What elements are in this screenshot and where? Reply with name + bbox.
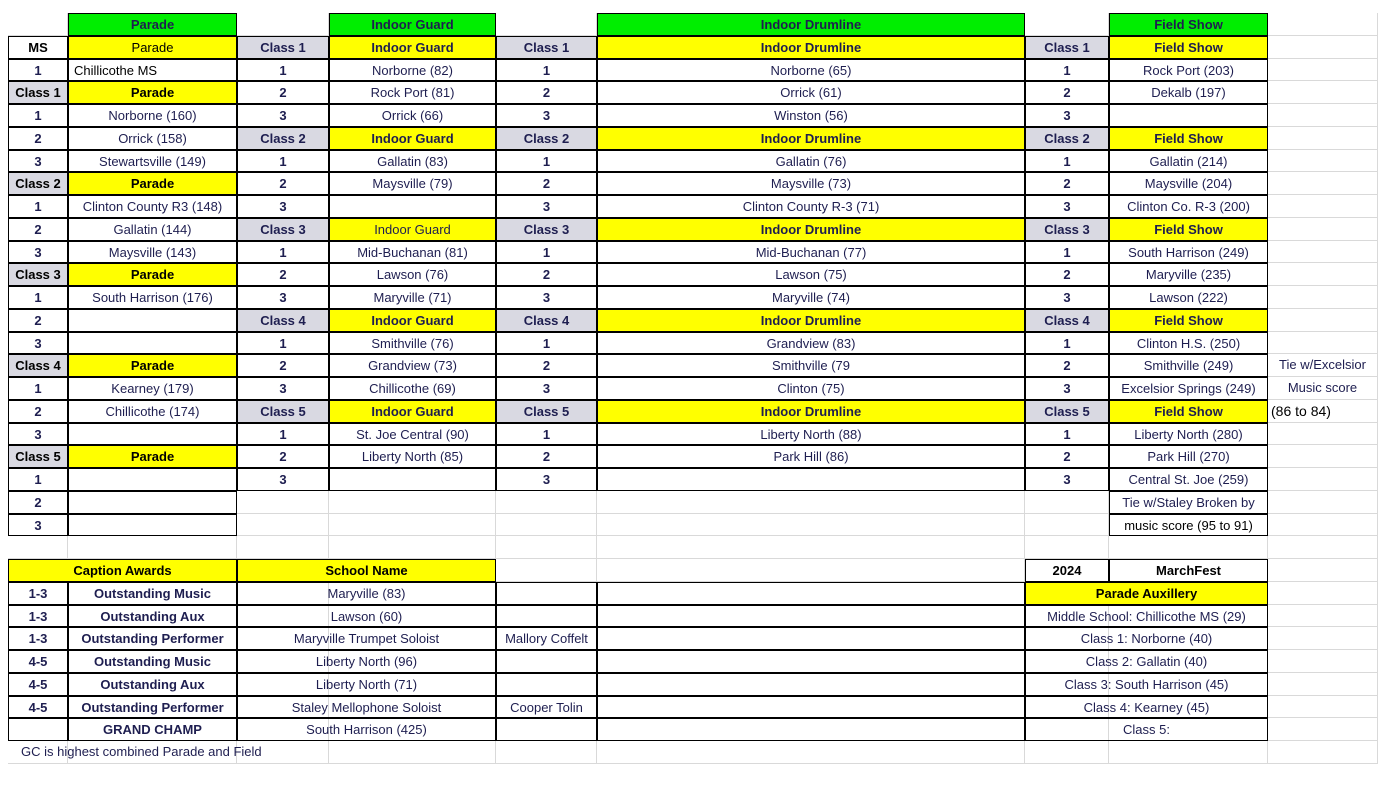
parade-place-number[interactable]: 2: [8, 400, 68, 423]
indoor-guard-place-school[interactable]: [329, 468, 496, 491]
empty-cell[interactable]: [1268, 650, 1378, 673]
indoor-guard-place-number[interactable]: 3: [237, 195, 329, 218]
indoor-drumline-class-label[interactable]: Class 4: [496, 309, 597, 332]
indoor-drumline-place-school[interactable]: Maysville (73): [597, 172, 1025, 195]
caption-school[interactable]: Maryville Trumpet Soloist: [237, 627, 496, 650]
field-show-place-school[interactable]: Maryville (235): [1109, 263, 1268, 286]
field-show-place-number[interactable]: 1: [1025, 423, 1109, 446]
parade-place-school[interactable]: [68, 491, 237, 514]
parade-section-title[interactable]: Parade: [68, 172, 237, 195]
parade-place-school[interactable]: Clinton County R3 (148): [68, 195, 237, 218]
indoor-drumline-place-number[interactable]: 1: [496, 59, 597, 82]
empty-cell[interactable]: [496, 559, 597, 582]
caption-person[interactable]: [496, 718, 597, 741]
empty-cell[interactable]: [1268, 718, 1378, 741]
indoor-drumline-place-number[interactable]: 1: [496, 423, 597, 446]
parade-section-title[interactable]: Parade: [68, 263, 237, 286]
indoor-guard-class-label[interactable]: Class 3: [237, 218, 329, 241]
empty-cell[interactable]: [1025, 741, 1109, 764]
indoor-guard-place-number[interactable]: 3: [237, 468, 329, 491]
parade-place-number[interactable]: 3: [8, 423, 68, 446]
parade-place-school[interactable]: Kearney (179): [68, 377, 237, 400]
indoor-drumline-place-number[interactable]: 3: [496, 468, 597, 491]
field-show-place-number[interactable]: 1: [1025, 241, 1109, 264]
empty-cell[interactable]: [1268, 309, 1378, 332]
indoor-guard-place-school[interactable]: Lawson (76): [329, 263, 496, 286]
empty-cell[interactable]: [68, 536, 237, 559]
field-show-place-number[interactable]: 3: [1025, 377, 1109, 400]
indoor-guard-place-number[interactable]: 2: [237, 354, 329, 377]
empty-cell[interactable]: [597, 627, 1025, 650]
field-show-place-school[interactable]: Clinton Co. R-3 (200): [1109, 195, 1268, 218]
empty-cell[interactable]: [1025, 13, 1109, 36]
indoor-drumline-place-school[interactable]: Winston (56): [597, 104, 1025, 127]
indoor-guard-place-school[interactable]: Gallatin (83): [329, 150, 496, 173]
indoor-drumline-place-number[interactable]: 1: [496, 150, 597, 173]
parade-class-label[interactable]: Class 5: [8, 445, 68, 468]
parade-place-school[interactable]: South Harrison (176): [68, 286, 237, 309]
field-show-section-title[interactable]: Field Show: [1109, 127, 1268, 150]
empty-cell[interactable]: [329, 741, 496, 764]
indoor-guard-section-title[interactable]: Indoor Guard: [329, 127, 496, 150]
field-show-place-school[interactable]: Liberty North (280): [1109, 423, 1268, 446]
parade-place-school[interactable]: [68, 332, 237, 355]
parade-section-title[interactable]: Parade: [68, 354, 237, 377]
parade-place-school[interactable]: [68, 309, 237, 332]
empty-cell[interactable]: [597, 605, 1025, 628]
indoor-drumline-place-school[interactable]: Park Hill (86): [597, 445, 1025, 468]
indoor-drumline-place-number[interactable]: 2: [496, 445, 597, 468]
indoor-guard-place-number[interactable]: 1: [237, 332, 329, 355]
field-show-class-label[interactable]: Class 1: [1025, 36, 1109, 59]
empty-cell[interactable]: [496, 536, 597, 559]
field-show-place-number[interactable]: 1: [1025, 332, 1109, 355]
parade-place-number[interactable]: 1: [8, 286, 68, 309]
empty-cell[interactable]: [1268, 150, 1378, 173]
indoor-drumline-place-school[interactable]: Smithville (79: [597, 354, 1025, 377]
empty-cell[interactable]: [1268, 627, 1378, 650]
empty-cell[interactable]: [597, 696, 1025, 719]
empty-cell[interactable]: [1268, 36, 1378, 59]
field-show-place-number[interactable]: 2: [1025, 263, 1109, 286]
indoor-drumline-place-number[interactable]: 2: [496, 354, 597, 377]
parade-aux-row[interactable]: Middle School: Chillicothe MS (29): [1025, 605, 1268, 628]
caption-school[interactable]: Staley Mellophone Soloist: [237, 696, 496, 719]
empty-cell[interactable]: [1268, 59, 1378, 82]
caption-school[interactable]: Liberty North (71): [237, 673, 496, 696]
field-show-place-school[interactable]: Maysville (204): [1109, 172, 1268, 195]
empty-cell[interactable]: [1109, 741, 1268, 764]
parade-place-number[interactable]: 3: [8, 241, 68, 264]
parade-place-school[interactable]: Maysville (143): [68, 241, 237, 264]
caption-person[interactable]: [496, 673, 597, 696]
field-show-place-school[interactable]: Central St. Joe (259): [1109, 468, 1268, 491]
indoor-drumline-class-label[interactable]: Class 2: [496, 127, 597, 150]
empty-cell[interactable]: [597, 536, 1025, 559]
caption-award-name[interactable]: Outstanding Performer: [68, 696, 237, 719]
parade-place-number[interactable]: 2: [8, 127, 68, 150]
indoor-guard-section-title[interactable]: Indoor Guard: [329, 218, 496, 241]
caption-person[interactable]: [496, 650, 597, 673]
indoor-drumline-place-number[interactable]: 2: [496, 172, 597, 195]
field-show-place-school[interactable]: Clinton H.S. (250): [1109, 332, 1268, 355]
field-show-place-school[interactable]: [1109, 104, 1268, 127]
field-show-section-title[interactable]: Field Show: [1109, 400, 1268, 423]
indoor-drumline-section-title[interactable]: Indoor Drumline: [597, 218, 1025, 241]
caption-class-range[interactable]: 1-3: [8, 627, 68, 650]
empty-cell[interactable]: [1268, 172, 1378, 195]
indoor-drumline-place-school[interactable]: Orrick (61): [597, 81, 1025, 104]
field-show-place-number[interactable]: 1: [1025, 59, 1109, 82]
tie-side-note[interactable]: Tie w/Excelsior: [1268, 354, 1378, 377]
empty-cell[interactable]: [496, 13, 597, 36]
header-indoor-guard[interactable]: Indoor Guard: [329, 13, 496, 36]
empty-cell[interactable]: [1268, 13, 1378, 36]
caption-school[interactable]: Maryville (83): [237, 582, 496, 605]
field-show-place-school[interactable]: South Harrison (249): [1109, 241, 1268, 264]
field-show-tie-note[interactable]: music score (95 to 91): [1109, 514, 1268, 537]
caption-class-range[interactable]: 4-5: [8, 650, 68, 673]
parade-place-school[interactable]: [68, 514, 237, 537]
parade-place-school[interactable]: Norborne (160): [68, 104, 237, 127]
indoor-guard-section-title[interactable]: Indoor Guard: [329, 36, 496, 59]
parade-place-number[interactable]: 3: [8, 150, 68, 173]
field-show-class-label[interactable]: Class 4: [1025, 309, 1109, 332]
empty-cell[interactable]: [496, 741, 597, 764]
indoor-guard-place-school[interactable]: Maryville (71): [329, 286, 496, 309]
indoor-guard-place-number[interactable]: 3: [237, 286, 329, 309]
empty-cell[interactable]: [1109, 536, 1268, 559]
field-show-place-school[interactable]: Gallatin (214): [1109, 150, 1268, 173]
indoor-guard-place-school[interactable]: Mid-Buchanan (81): [329, 241, 496, 264]
indoor-guard-place-number[interactable]: 2: [237, 172, 329, 195]
field-show-place-number[interactable]: 3: [1025, 286, 1109, 309]
indoor-drumline-place-number[interactable]: 1: [496, 241, 597, 264]
indoor-drumline-place-school[interactable]: Liberty North (88): [597, 423, 1025, 446]
indoor-guard-place-school[interactable]: Rock Port (81): [329, 81, 496, 104]
field-show-place-school[interactable]: Excelsior Springs (249): [1109, 377, 1268, 400]
field-show-section-title[interactable]: Field Show: [1109, 36, 1268, 59]
caption-class-range[interactable]: 1-3: [8, 582, 68, 605]
caption-school[interactable]: Lawson (60): [237, 605, 496, 628]
empty-cell[interactable]: [1268, 423, 1378, 446]
indoor-guard-class-label[interactable]: Class 1: [237, 36, 329, 59]
parade-aux-row[interactable]: Class 1: Norborne (40): [1025, 627, 1268, 650]
indoor-drumline-section-title[interactable]: Indoor Drumline: [597, 309, 1025, 332]
indoor-drumline-place-school[interactable]: Clinton County R-3 (71): [597, 195, 1025, 218]
parade-place-number[interactable]: 2: [8, 309, 68, 332]
caption-class-range[interactable]: 1-3: [8, 605, 68, 628]
indoor-guard-class-label[interactable]: Class 5: [237, 400, 329, 423]
empty-cell[interactable]: [1268, 741, 1378, 764]
caption-school[interactable]: Liberty North (96): [237, 650, 496, 673]
empty-cell[interactable]: [1268, 195, 1378, 218]
empty-cell[interactable]: [1268, 332, 1378, 355]
caption-class-range[interactable]: [8, 718, 68, 741]
caption-award-name[interactable]: GRAND CHAMP: [68, 718, 237, 741]
empty-cell[interactable]: [1268, 286, 1378, 309]
empty-cell[interactable]: [1268, 445, 1378, 468]
header-indoor-drumline[interactable]: Indoor Drumline: [597, 13, 1025, 36]
indoor-drumline-place-number[interactable]: 3: [496, 195, 597, 218]
parade-place-number[interactable]: 1: [8, 377, 68, 400]
empty-cell[interactable]: [237, 536, 329, 559]
parade-place-school[interactable]: Chillicothe (174): [68, 400, 237, 423]
parade-place-number[interactable]: 1: [8, 59, 68, 82]
empty-cell[interactable]: [1268, 536, 1378, 559]
caption-class-range[interactable]: 4-5: [8, 673, 68, 696]
empty-cell[interactable]: [597, 673, 1025, 696]
indoor-guard-place-number[interactable]: 3: [237, 104, 329, 127]
empty-cell[interactable]: [1268, 218, 1378, 241]
school-name-header[interactable]: School Name: [237, 559, 496, 582]
empty-cell[interactable]: [1025, 514, 1109, 537]
indoor-drumline-class-label[interactable]: Class 1: [496, 36, 597, 59]
field-show-place-school[interactable]: Park Hill (270): [1109, 445, 1268, 468]
indoor-drumline-place-school[interactable]: Lawson (75): [597, 263, 1025, 286]
caption-person[interactable]: [496, 605, 597, 628]
indoor-drumline-place-number[interactable]: 2: [496, 263, 597, 286]
indoor-guard-place-number[interactable]: 1: [237, 423, 329, 446]
field-show-place-number[interactable]: 2: [1025, 354, 1109, 377]
grand-champ-footnote[interactable]: GC is highest combined Parade and Field: [8, 741, 329, 764]
empty-cell[interactable]: [597, 491, 1025, 514]
empty-cell[interactable]: [329, 536, 496, 559]
indoor-guard-place-school[interactable]: Liberty North (85): [329, 445, 496, 468]
indoor-guard-section-title[interactable]: Indoor Guard: [329, 309, 496, 332]
empty-cell[interactable]: [1025, 536, 1109, 559]
parade-place-number[interactable]: 3: [8, 332, 68, 355]
indoor-drumline-place-school[interactable]: [597, 468, 1025, 491]
caption-award-name[interactable]: Outstanding Aux: [68, 605, 237, 628]
empty-cell[interactable]: [496, 491, 597, 514]
field-show-class-label[interactable]: Class 5: [1025, 400, 1109, 423]
header-parade[interactable]: Parade: [68, 13, 237, 36]
field-show-place-number[interactable]: 2: [1025, 81, 1109, 104]
parade-place-number[interactable]: 3: [8, 514, 68, 537]
empty-cell[interactable]: [1268, 582, 1378, 605]
header-field-show[interactable]: Field Show: [1109, 13, 1268, 36]
parade-section-title[interactable]: Parade: [68, 445, 237, 468]
field-show-tie-note[interactable]: Tie w/Staley Broken by: [1109, 491, 1268, 514]
indoor-guard-place-number[interactable]: 2: [237, 445, 329, 468]
indoor-drumline-place-school[interactable]: Norborne (65): [597, 59, 1025, 82]
empty-cell[interactable]: [237, 491, 329, 514]
field-show-place-school[interactable]: Smithville (249): [1109, 354, 1268, 377]
field-show-place-number[interactable]: 2: [1025, 172, 1109, 195]
field-show-place-number[interactable]: 3: [1025, 195, 1109, 218]
field-show-class-label[interactable]: Class 2: [1025, 127, 1109, 150]
parade-class-label[interactable]: MS: [8, 36, 68, 59]
empty-cell[interactable]: [329, 491, 496, 514]
field-show-place-number[interactable]: 3: [1025, 468, 1109, 491]
empty-cell[interactable]: [1268, 673, 1378, 696]
empty-cell[interactable]: [1268, 468, 1378, 491]
field-show-place-school[interactable]: Dekalb (197): [1109, 81, 1268, 104]
tie-side-note[interactable]: (86 to 84): [1268, 400, 1378, 423]
empty-cell[interactable]: [237, 514, 329, 537]
caption-awards-header[interactable]: Caption Awards: [8, 559, 237, 582]
empty-cell[interactable]: [1268, 127, 1378, 150]
parade-place-school[interactable]: [68, 468, 237, 491]
parade-place-number[interactable]: 2: [8, 491, 68, 514]
field-show-class-label[interactable]: Class 3: [1025, 218, 1109, 241]
indoor-drumline-place-school[interactable]: Grandview (83): [597, 332, 1025, 355]
indoor-drumline-place-number[interactable]: 2: [496, 81, 597, 104]
indoor-guard-place-number[interactable]: 2: [237, 263, 329, 286]
marchfest-year[interactable]: 2024: [1025, 559, 1109, 582]
empty-cell[interactable]: [1268, 81, 1378, 104]
empty-cell[interactable]: [8, 13, 68, 36]
indoor-guard-place-school[interactable]: Norborne (82): [329, 59, 496, 82]
empty-cell[interactable]: [597, 650, 1025, 673]
parade-class-label[interactable]: Class 1: [8, 81, 68, 104]
indoor-guard-place-school[interactable]: [329, 195, 496, 218]
empty-cell[interactable]: [597, 718, 1025, 741]
indoor-drumline-place-number[interactable]: 3: [496, 377, 597, 400]
parade-class-label[interactable]: Class 4: [8, 354, 68, 377]
indoor-drumline-place-school[interactable]: Maryville (74): [597, 286, 1025, 309]
indoor-guard-place-school[interactable]: St. Joe Central (90): [329, 423, 496, 446]
empty-cell[interactable]: [597, 514, 1025, 537]
indoor-drumline-section-title[interactable]: Indoor Drumline: [597, 400, 1025, 423]
indoor-guard-place-number[interactable]: 3: [237, 377, 329, 400]
parade-place-number[interactable]: 1: [8, 195, 68, 218]
caption-award-name[interactable]: Outstanding Music: [68, 582, 237, 605]
caption-person[interactable]: [496, 582, 597, 605]
parade-aux-row[interactable]: Class 5:: [1025, 718, 1268, 741]
empty-cell[interactable]: [1268, 514, 1378, 537]
field-show-place-number[interactable]: 1: [1025, 150, 1109, 173]
field-show-place-school[interactable]: Lawson (222): [1109, 286, 1268, 309]
indoor-guard-place-number[interactable]: 1: [237, 241, 329, 264]
empty-cell[interactable]: [1268, 491, 1378, 514]
indoor-drumline-place-school[interactable]: Clinton (75): [597, 377, 1025, 400]
indoor-drumline-section-title[interactable]: Indoor Drumline: [597, 36, 1025, 59]
field-show-place-number[interactable]: 3: [1025, 104, 1109, 127]
indoor-drumline-place-school[interactable]: Mid-Buchanan (77): [597, 241, 1025, 264]
empty-cell[interactable]: [329, 514, 496, 537]
indoor-guard-place-school[interactable]: Smithville (76): [329, 332, 496, 355]
parade-aux-header[interactable]: Parade Auxillery: [1025, 582, 1268, 605]
caption-person[interactable]: Mallory Coffelt: [496, 627, 597, 650]
empty-cell[interactable]: [1268, 696, 1378, 719]
indoor-guard-place-school[interactable]: Orrick (66): [329, 104, 496, 127]
empty-cell[interactable]: [597, 741, 1025, 764]
parade-place-number[interactable]: 1: [8, 104, 68, 127]
indoor-drumline-place-number[interactable]: 3: [496, 286, 597, 309]
empty-cell[interactable]: [1268, 605, 1378, 628]
parade-class-label[interactable]: Class 3: [8, 263, 68, 286]
empty-cell[interactable]: [597, 559, 1025, 582]
parade-aux-row[interactable]: Class 2: Gallatin (40): [1025, 650, 1268, 673]
parade-place-school[interactable]: Orrick (158): [68, 127, 237, 150]
empty-cell[interactable]: [237, 13, 329, 36]
field-show-place-number[interactable]: 2: [1025, 445, 1109, 468]
parade-place-school[interactable]: Gallatin (144): [68, 218, 237, 241]
indoor-drumline-place-number[interactable]: 3: [496, 104, 597, 127]
indoor-guard-class-label[interactable]: Class 4: [237, 309, 329, 332]
indoor-guard-place-number[interactable]: 1: [237, 150, 329, 173]
caption-class-range[interactable]: 4-5: [8, 696, 68, 719]
empty-cell[interactable]: [496, 514, 597, 537]
field-show-section-title[interactable]: Field Show: [1109, 218, 1268, 241]
indoor-drumline-place-number[interactable]: 1: [496, 332, 597, 355]
indoor-guard-place-school[interactable]: Grandview (73): [329, 354, 496, 377]
field-show-section-title[interactable]: Field Show: [1109, 309, 1268, 332]
caption-school[interactable]: South Harrison (425): [237, 718, 496, 741]
indoor-guard-place-number[interactable]: 2: [237, 81, 329, 104]
indoor-drumline-section-title[interactable]: Indoor Drumline: [597, 127, 1025, 150]
empty-cell[interactable]: [1268, 104, 1378, 127]
indoor-guard-place-school[interactable]: Maysville (79): [329, 172, 496, 195]
parade-section-title[interactable]: Parade: [68, 81, 237, 104]
empty-cell[interactable]: [1268, 559, 1378, 582]
indoor-drumline-class-label[interactable]: Class 5: [496, 400, 597, 423]
empty-cell[interactable]: [597, 582, 1025, 605]
empty-cell[interactable]: [1025, 491, 1109, 514]
indoor-drumline-place-school[interactable]: Gallatin (76): [597, 150, 1025, 173]
parade-aux-row[interactable]: Class 3: South Harrison (45): [1025, 673, 1268, 696]
empty-cell[interactable]: [8, 536, 68, 559]
parade-place-school[interactable]: Chillicothe MS: [68, 59, 237, 82]
parade-class-label[interactable]: Class 2: [8, 172, 68, 195]
indoor-guard-class-label[interactable]: Class 2: [237, 127, 329, 150]
parade-place-school[interactable]: [68, 423, 237, 446]
caption-person[interactable]: Cooper Tolin: [496, 696, 597, 719]
indoor-guard-place-school[interactable]: Chillicothe (69): [329, 377, 496, 400]
caption-award-name[interactable]: Outstanding Aux: [68, 673, 237, 696]
parade-place-number[interactable]: 1: [8, 468, 68, 491]
tie-side-note[interactable]: Music score: [1268, 377, 1378, 400]
empty-cell[interactable]: [1268, 241, 1378, 264]
indoor-drumline-class-label[interactable]: Class 3: [496, 218, 597, 241]
indoor-guard-section-title[interactable]: Indoor Guard: [329, 400, 496, 423]
parade-section-title[interactable]: Parade: [68, 36, 237, 59]
parade-aux-row[interactable]: Class 4: Kearney (45): [1025, 696, 1268, 719]
caption-award-name[interactable]: Outstanding Music: [68, 650, 237, 673]
field-show-place-school[interactable]: Rock Port (203): [1109, 59, 1268, 82]
empty-cell[interactable]: [1268, 263, 1378, 286]
parade-place-number[interactable]: 2: [8, 218, 68, 241]
marchfest-title[interactable]: MarchFest: [1109, 559, 1268, 582]
parade-place-school[interactable]: Stewartsville (149): [68, 150, 237, 173]
caption-award-name[interactable]: Outstanding Performer: [68, 627, 237, 650]
indoor-guard-place-number[interactable]: 1: [237, 59, 329, 82]
